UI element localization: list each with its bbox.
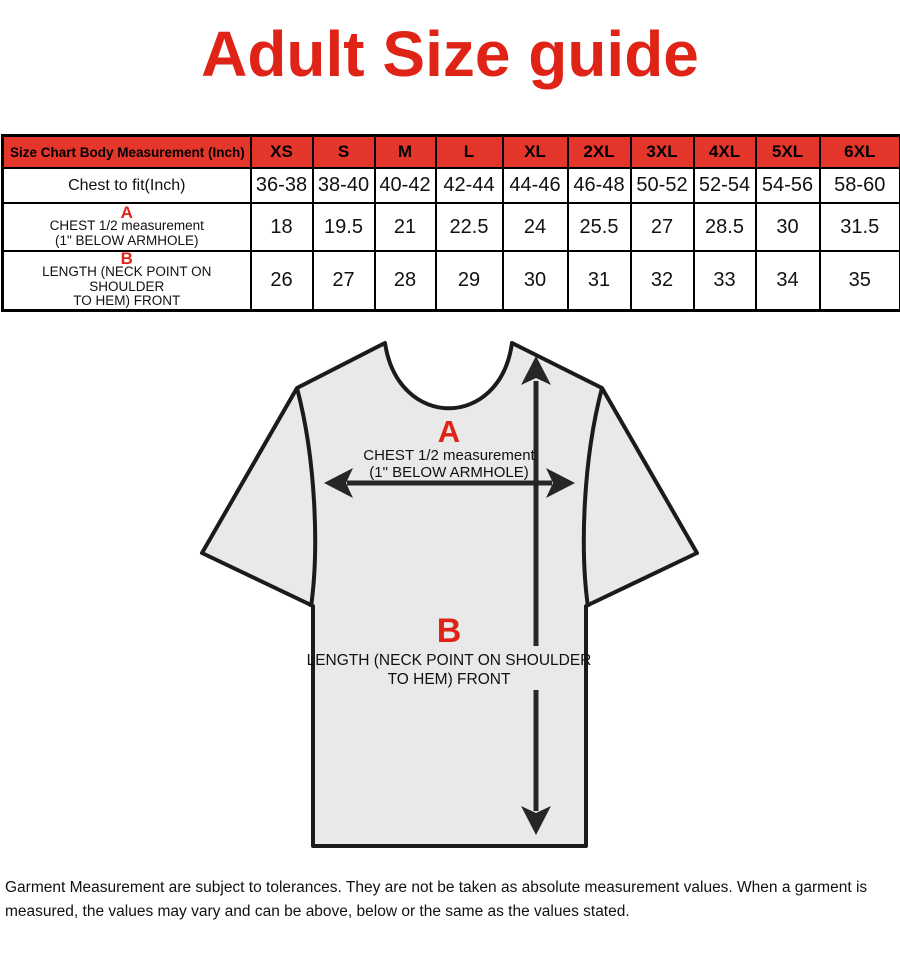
cell-value: 42-44 <box>436 168 503 203</box>
header-size-2xl: 2XL <box>568 136 631 169</box>
row-label-text: (1" BELOW ARMHOLE) <box>54 232 199 248</box>
marker-b: B <box>120 251 133 268</box>
cell-value: 58-60 <box>820 168 900 203</box>
disclaimer-line2: measured, the values may vary and can be above, below or the same as the values stated. <box>5 903 630 920</box>
cell-value: 29 <box>436 251 503 310</box>
row-label-text: Chest to fit(Inch) <box>68 176 186 194</box>
row-label-text: TO HEM) FRONT <box>73 293 181 308</box>
cell-value: 52-54 <box>694 168 756 203</box>
marker-a: A <box>120 203 133 222</box>
row-label-text: LENGTH (NECK POINT ON SHOULDER <box>42 264 212 294</box>
header-size-l: L <box>436 136 503 169</box>
header-size-s: S <box>313 136 375 169</box>
header-size-4xl: 4XL <box>694 136 756 169</box>
header-size-6xl: 6XL <box>820 136 900 169</box>
header-size-3xl: 3XL <box>631 136 694 169</box>
cell-value: 19.5 <box>313 203 375 251</box>
header-measurement-label: Size Chart Body Measurement (Inch) <box>3 136 251 169</box>
cell-value: 44-46 <box>503 168 568 203</box>
cell-value: 21 <box>375 203 436 251</box>
cell-value: 24 <box>503 203 568 251</box>
cell-value: 28 <box>375 251 436 310</box>
cell-value: 25.5 <box>568 203 631 251</box>
cell-value: 36-38 <box>251 168 313 203</box>
row-label-text: CHEST 1/2 measurement <box>49 218 204 233</box>
header-size-xl: XL <box>503 136 568 169</box>
cell-value: 38-40 <box>313 168 375 203</box>
diagram-marker-b: B <box>436 612 462 650</box>
diagram-a-label-line2: (1" BELOW ARMHOLE) <box>369 464 529 481</box>
cell-value: 18 <box>251 203 313 251</box>
header-size-m: M <box>375 136 436 169</box>
cell-value: 50-52 <box>631 168 694 203</box>
cell-value: 27 <box>313 251 375 310</box>
disclaimer-line1: Garment Measurement are subject to tolerances. They are not be taken as absolute measurement values. When a garment is <box>5 879 868 896</box>
cell-value: 33 <box>694 251 756 310</box>
cell-value: 31 <box>568 251 631 310</box>
cell-value: 40-42 <box>375 168 436 203</box>
cell-value: 31.5 <box>820 203 900 251</box>
cell-value: 22.5 <box>436 203 503 251</box>
cell-value: 32 <box>631 251 694 310</box>
cell-value: 27 <box>631 203 694 251</box>
cell-value: 34 <box>756 251 820 310</box>
header-size-5xl: 5XL <box>756 136 820 169</box>
disclaimer-text <box>5 876 897 924</box>
diagram-a-label-line1: CHEST 1/2 measurement <box>363 447 535 464</box>
cell-value: 35 <box>820 251 900 310</box>
header-size-xs: XS <box>251 136 313 169</box>
cell-value: 30 <box>756 203 820 251</box>
cell-value: 26 <box>251 251 313 310</box>
diagram-b-label-line1: LENGTH (NECK POINT ON SHOULDER <box>306 652 592 669</box>
cell-value: 28.5 <box>694 203 756 251</box>
diagram-marker-a: A <box>437 414 461 449</box>
diagram-b-label-line2: TO HEM) FRONT <box>387 671 511 688</box>
cell-value: 54-56 <box>756 168 820 203</box>
page-title: Adult Size guide <box>201 18 699 90</box>
cell-value: 46-48 <box>568 168 631 203</box>
cell-value: 30 <box>503 251 568 310</box>
